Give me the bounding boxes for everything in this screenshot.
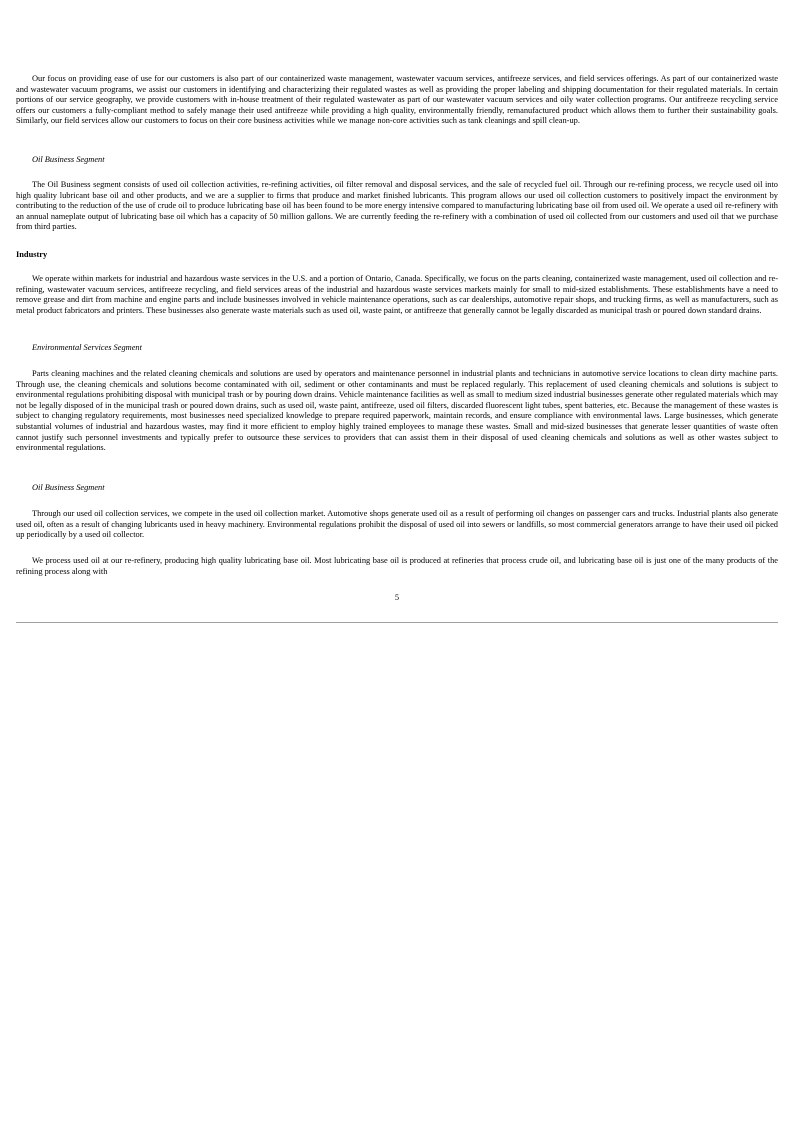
paragraph-re-refinery-process: We process used oil at our re-refinery, producing high quality lubricating base oil. Most lubricating base oil is produced at refineries that process crude oil, and lubricating base oil is just one of the many products of the refining process along with (16, 556, 778, 576)
paragraph-customer-ease-of-use: Our focus on providing ease of use for our customers is also part of our containerized waste management, wastewater vacuum services, antifreeze services, and field services offerings. As part of our containerized waste and wastewater vacuum programs, we assist our customers in identifying and characterizing their regulated wastes as well as providing the proper labeling and shipping documentation for their regulated materials. In certain portions of our service geography, we provide customers with in-house treatment of their regulated wastewater as part of our wastewater vacuum services and oily water collection programs. Our antifreeze recycling service offers our customers a fully-compliant method to safely manage their used antifreeze while providing a high quality, environmentally friendly, remanufactured product which allows them to further their sustainability goals. Similarly, our field services allow our customers to focus on their core business activities while we manage non-core activities such as tank cleanings and spill clean-up. (16, 74, 778, 126)
subheading-environmental-services-segment: Environmental Services Segment (32, 343, 142, 352)
paragraph-environmental-services: Parts cleaning machines and the related cleaning chemicals and solutions are used by operators and maintenance personnel in industrial plants and technicians in automotive service locations to clean dirty machine parts. Through use, the cleaning chemicals and solutions become contaminated with oil, sediment or other contaminants and must be replaced regularly. This replacement of used cleaning chemicals and solutions is subject to environmental regulations prohibiting disposal with municipal trash or by pouring down drains. Vehicle maintenance facilities as well as small to medium sized industrial businesses generate other regulated materials which may not be legally disposed of in the municipal trash or poured down drains, such as used oil, waste paint, antifreeze, used oil filters, discarded fluorescent light tubes, spent batteries, etc. Because the management of these wastes is subject to changing regulatory requirements, most businesses need specialized knowledge to prepare required paperwork, maintain records, and ensure compliance with environmental laws. Large businesses, which generate substantial volumes of industrial and hazardous wastes, may find it more efficient to employ highly trained employees to manage these wastes. Small and mid-sized businesses that generate lesser quantities of waste often cannot justify such personnel investments and typically prefer to outsource these services to providers that can assist them in their disposal of used cleaning chemicals and solutions as well as other wastes subject to environmental regulations. (16, 369, 778, 453)
paragraph-used-oil-collection: Through our used oil collection services, we compete in the used oil collection market. Automotive shops generate used oil as a result of performing oil changes on passenger cars and trucks. Industrial plants also generate used oil, often as a result of changing lubricants used in heavy machinery. Environmental regulations prohibit the disposal of used oil into sewers or landfills, so most commercial generators arrange to have their used oil picked up periodically by a used oil collector. (16, 509, 778, 540)
page-number: 5 (394, 593, 400, 602)
subheading-oil-business-segment-2: Oil Business Segment (32, 483, 105, 492)
paragraph-industry-markets: We operate within markets for industrial and hazardous waste services in the U.S. and a portion of Ontario, Canada. Specifically, we focus on the parts cleaning, containerized waste management, used oil collection and re-refining, wastewater vacuum services, antifreeze recycling, and field services areas of the industrial and hazardous waste services markets mainly for small to mid-sized establishments. These establishments have a need to remove grease and dirt from machine and engine parts and include businesses involved in vehicle maintenance operations, such as car dealerships, automotive repair shops, and trucking firms, as well as manufacturers, such as metal product fabricators and printers. These businesses also generate waste materials such as used oil, waste paint, or antifreeze that generally cannot be legally discarded as municipal trash or poured down standard drains. (16, 274, 778, 315)
page-divider (16, 622, 778, 623)
subheading-oil-business-segment: Oil Business Segment (32, 155, 105, 164)
heading-industry: Industry (16, 250, 48, 259)
paragraph-oil-business-overview: The Oil Business segment consists of used oil collection activities, re-refining activities, oil filter removal and disposal services, and the sale of recycled fuel oil. Through our re-refining process, we recycle used oil into high quality lubricant base oil and other products, and we are a supplier to firms that produce and market finished lubricants. This program allows our used oil collection customers to positively impact the environment by contributing to the reduction of the use of crude oil to produce lubricating base oil has been found to be more energy intensive compared to manufacturing lubricating base oil from used oil. We operate a used oil re-refinery with an annual nameplate output of lubricating base oil which has a capacity of 50 million gallons. We are currently feeding the re-refinery with a combination of used oil collected from our customers and used oil that we purchase from third parties. (16, 180, 778, 232)
